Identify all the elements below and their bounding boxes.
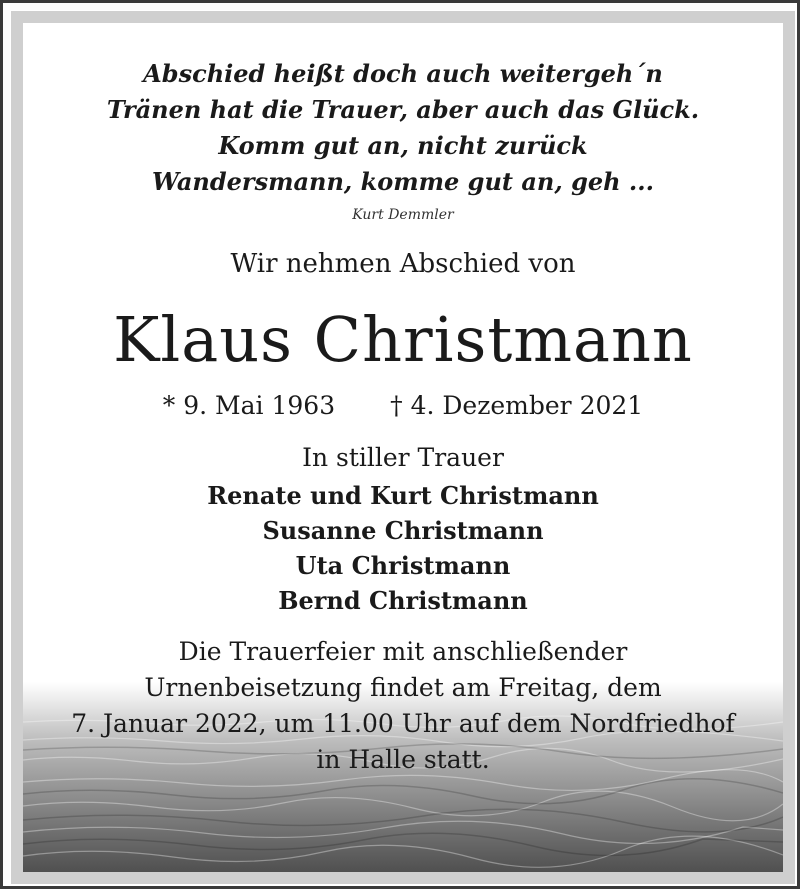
death-date: † 4. Dezember 2021 [390, 391, 644, 420]
inner-border [11, 11, 795, 884]
family-member: Susanne Christmann [262, 516, 544, 545]
poem-line-1: Abschied heißt doch auch weitergeh´n [143, 59, 663, 88]
ceremony-line-1: Die Trauerfeier mit anschließender [178, 637, 628, 666]
family-member: Renate und Kurt Christmann [207, 481, 599, 510]
poem-line-3: Komm gut an, nicht zurück [218, 131, 588, 160]
poem-author: Kurt Demmler [352, 207, 454, 223]
poem-line-4: Wandersmann, komme gut an, geh ... [152, 167, 654, 196]
ceremony-line-4: in Halle statt. [316, 745, 490, 774]
intro-text: Wir nehmen Abschied von [230, 249, 576, 279]
ceremony-line-2: Urnenbeisetzung findet am Freitag, dem [144, 673, 662, 702]
life-dates [23, 391, 783, 420]
family-member: Uta Christmann [295, 551, 511, 580]
ceremony-line-3: 7. Januar 2022, um 11.00 Uhr auf dem Nordfriedhof [71, 709, 735, 738]
deceased-name: Klaus Christmann [113, 303, 693, 376]
poem-line-2: Tränen hat die Trauer, aber auch das Glück. [106, 95, 700, 124]
birth-date: * 9. Mai 1963 [162, 391, 336, 420]
family-member: Bernd Christmann [278, 586, 528, 615]
mourning-label: In stiller Trauer [302, 443, 504, 472]
